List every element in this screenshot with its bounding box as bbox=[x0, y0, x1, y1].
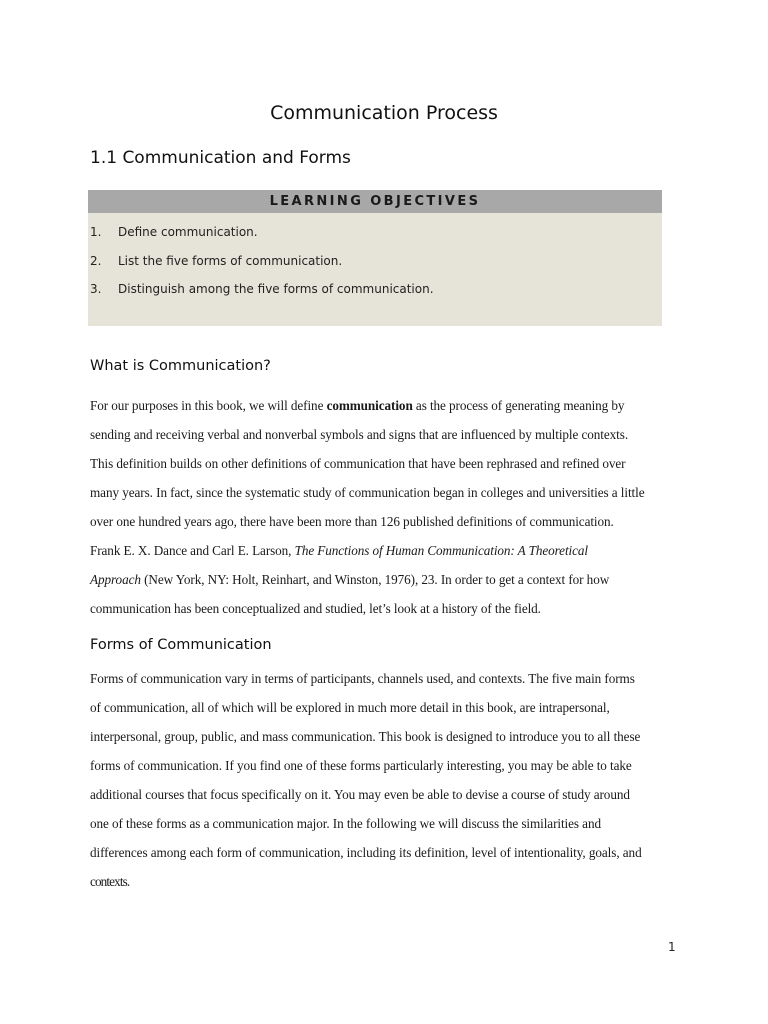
bold-term: communication bbox=[326, 398, 413, 413]
text-run: (New York, NY: Holt, Reinhart, and Winston, 1976), 23. In order to get a context for how bbox=[140, 572, 610, 587]
paragraph-line bbox=[90, 391, 690, 420]
learning-objectives-list bbox=[88, 213, 662, 307]
objective-item bbox=[88, 278, 662, 307]
objective-text: Distinguish among the five forms of communication. bbox=[118, 282, 434, 296]
paragraph-line: Forms of communication vary in terms of participants, channels used, and contexts. The five main forms bbox=[90, 671, 635, 686]
paragraph-line: over one hundred years ago, there have been more than 126 published definitions of communication. bbox=[90, 514, 614, 529]
objective-number: 1. bbox=[90, 225, 102, 239]
objective-number: 3. bbox=[90, 282, 102, 296]
text-run: For our purposes in this book, we will define bbox=[90, 398, 327, 413]
objective-number: 2. bbox=[90, 253, 102, 268]
paragraph-line: interpersonal, group, public, and mass communication. This book is designed to introduce you to all these bbox=[90, 729, 641, 744]
section-heading: 1.1 Communication and Forms bbox=[90, 148, 351, 168]
paragraph-line: This definition builds on other definitions of communication that have been rephrased and refined over bbox=[90, 456, 626, 471]
paragraph-line bbox=[90, 536, 690, 565]
paragraph-line: forms of communication. If you find one of these forms particularly interesting, you may be able to take bbox=[90, 758, 632, 773]
paragraph-line: sending and receiving verbal and nonverbal symbols and signs that are influenced by multiple contexts. bbox=[90, 427, 629, 442]
paragraph-line: differences among each form of communication, including its definition, level of intentionality, goals, and bbox=[90, 845, 642, 860]
paragraph-line: additional courses that focus specifically on it. You may even be able to devise a course of study around bbox=[90, 787, 630, 802]
paragraph-line: communication has been conceptualized and studied, let’s look at a history of the field. bbox=[90, 601, 541, 616]
objective-item bbox=[88, 221, 662, 250]
paragraph-line: one of these forms as a communication major. In the following we will discuss the similarities and bbox=[90, 816, 601, 831]
page-number: 1 bbox=[668, 940, 676, 954]
paragraph-line bbox=[90, 565, 690, 594]
page-title: Communication Process bbox=[270, 102, 498, 124]
paragraph-line: contexts. bbox=[90, 874, 130, 889]
what-is-communication-heading: What is Communication? bbox=[90, 358, 271, 374]
italic-title: The Functions of Human Communication: A Theoretical bbox=[294, 543, 588, 558]
learning-objectives-header: LEARNING OBJECTIVES bbox=[88, 190, 662, 213]
learning-objectives-box bbox=[88, 190, 662, 326]
paragraph-line: of communication, all of which will be explored in much more detail in this book, are intrapersonal, bbox=[90, 700, 610, 715]
forms-paragraph bbox=[90, 664, 690, 896]
objective-text: List the five forms of communication. bbox=[118, 253, 343, 268]
text-run: Frank E. X. Dance and Carl E. Larson, bbox=[90, 543, 295, 558]
paragraph-line: many years. In fact, since the systematic study of communication began in colleges and universities a little bbox=[90, 485, 645, 500]
forms-of-communication-heading: Forms of Communication bbox=[90, 637, 272, 653]
objective-text: Define communication. bbox=[118, 225, 258, 239]
definition-paragraph bbox=[90, 391, 690, 623]
italic-title: Approach bbox=[90, 572, 141, 587]
objective-item bbox=[88, 250, 662, 279]
text-run: as the process of generating meaning by bbox=[412, 398, 625, 413]
